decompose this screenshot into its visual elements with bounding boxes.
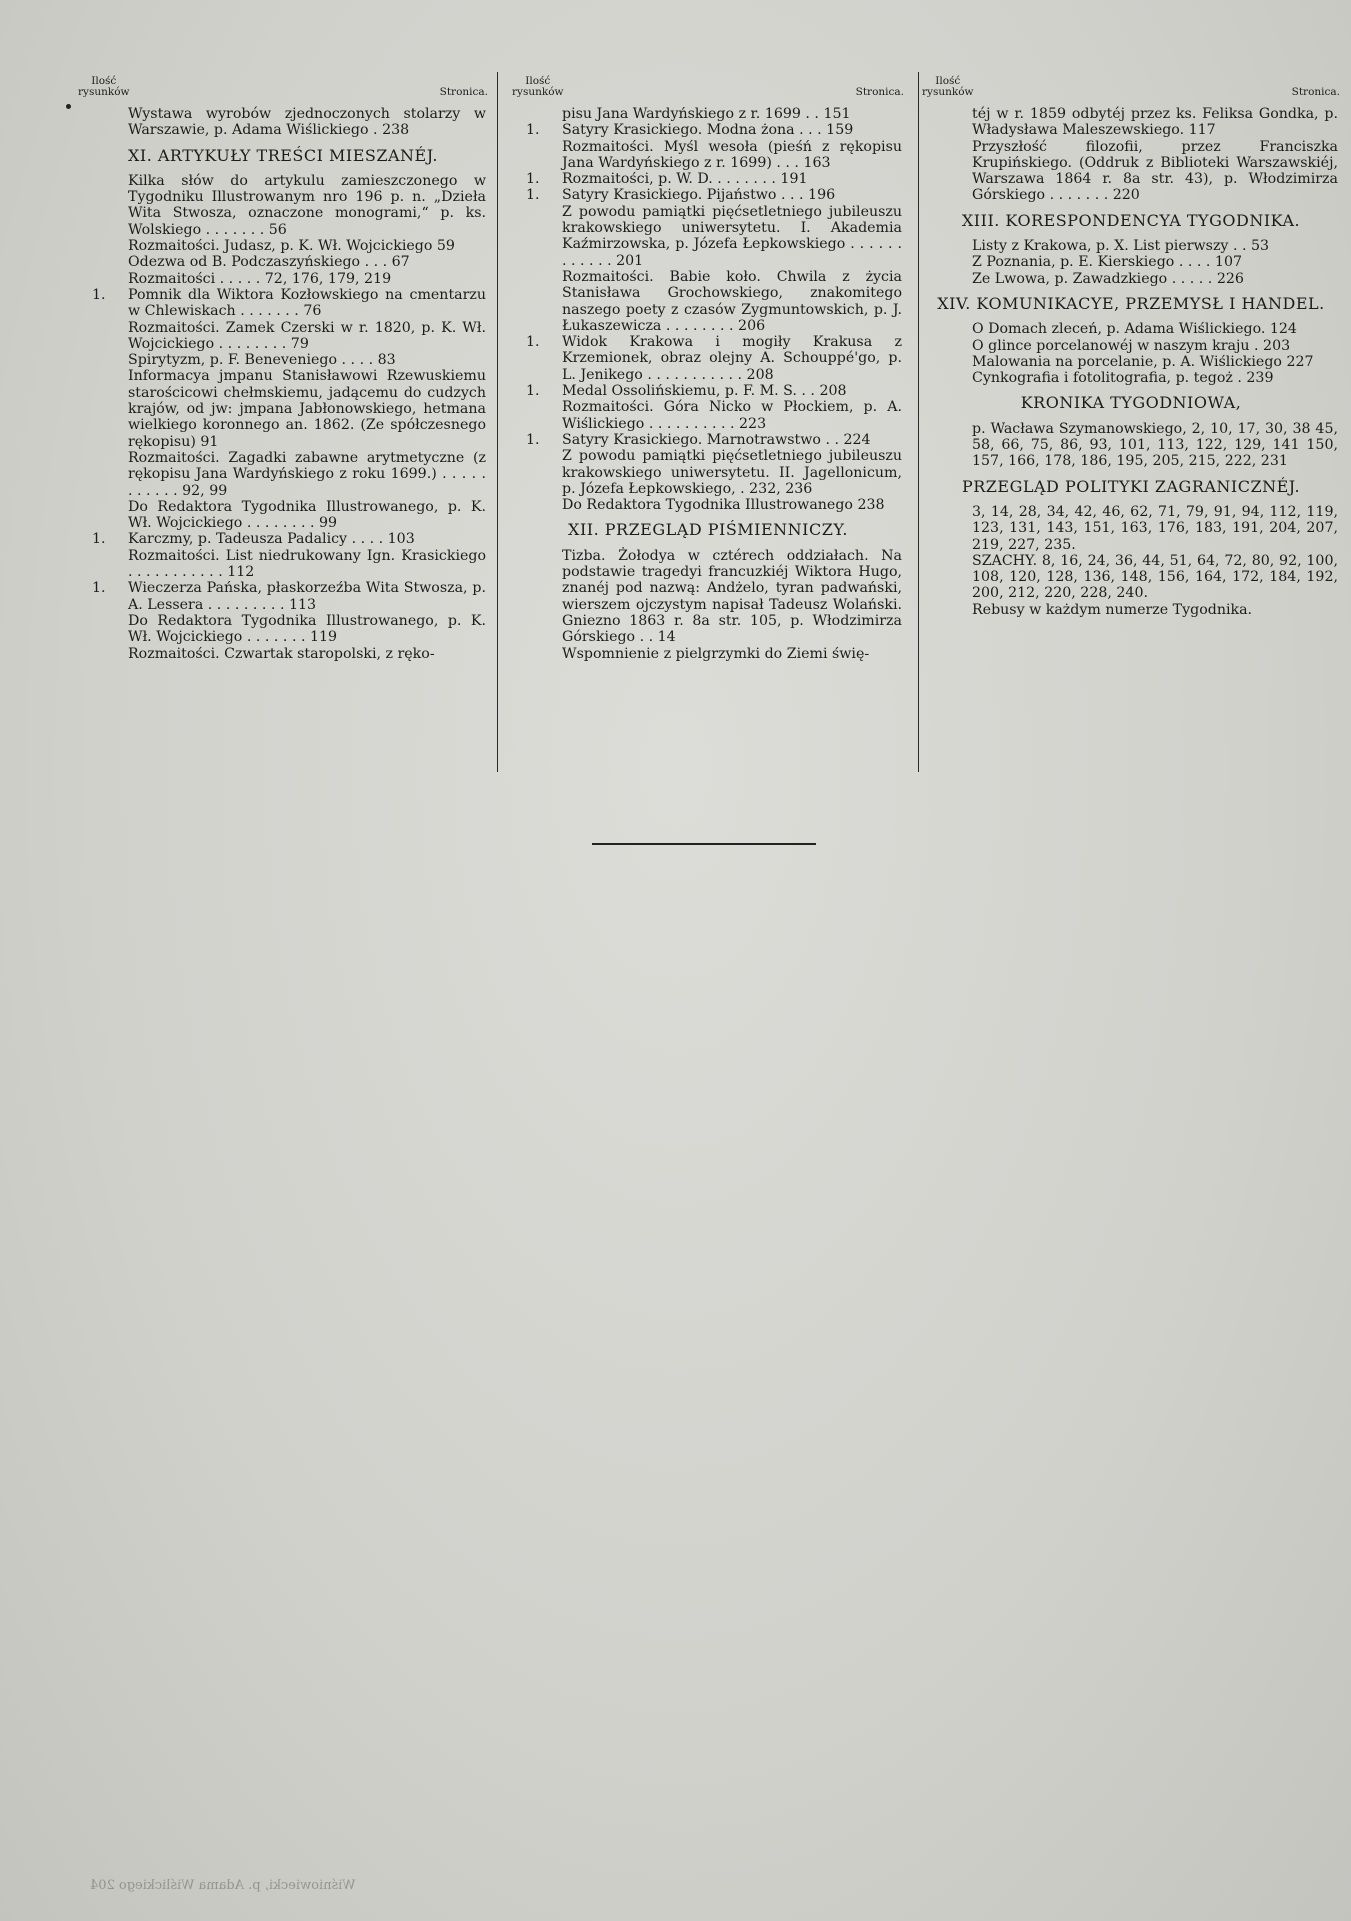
column-2-entries <box>512 106 904 662</box>
index-entry <box>922 602 1340 618</box>
illustration-count: 1. <box>526 431 540 448</box>
index-entry <box>922 271 1340 287</box>
column-header <box>922 76 1340 106</box>
section-heading: XIV. KOMUNIKACYE, PRZEMYSŁ I HANDEL. <box>937 293 1325 313</box>
column-header <box>512 76 904 106</box>
stronica-label: Stronica. <box>439 86 488 98</box>
illustration-count: 1. <box>526 383 540 400</box>
entry-text: O glince porcelanowéj w naszym kraju . 203 <box>972 337 1291 354</box>
illustration-count: 1. <box>526 334 540 351</box>
bleed-through-text: Wiśniowiecki, p. Adama Wiślickiego 204 <box>90 1878 356 1893</box>
index-entry <box>512 548 904 646</box>
index-entry <box>78 106 488 139</box>
entry-text: Ze Lwowa, p. Zawadzkiego . . . . . 226 <box>972 270 1244 287</box>
illustration-count: 1. <box>92 580 106 597</box>
entry-text: Wieczerza Pańska, płaskorzeźba Wita Stwosza, p. A. Lessera . . . . . . . . . 113 <box>128 580 486 613</box>
index-entry <box>78 271 488 287</box>
ilosc-label: Ilość rysunków <box>512 75 564 98</box>
index-entry <box>512 646 904 662</box>
index-entry <box>78 287 488 320</box>
index-entry <box>78 646 488 662</box>
index-entry <box>922 338 1340 354</box>
entry-text: Rozmaitości. Judasz, p. K. Wł. Wojcickiego 59 <box>128 238 455 255</box>
ilosc-label: Ilość rysunków <box>922 75 974 98</box>
index-entry <box>78 254 488 270</box>
index-entry <box>922 553 1340 602</box>
index-entry <box>78 499 488 532</box>
entry-text: Z Poznania, p. E. Kierskiego . . . . 107 <box>972 254 1242 271</box>
entry-text: Do Redaktora Tygodnika Illustrowanego, p. K. Wł. Wojcickiego . . . . . . . . 99 <box>128 498 486 532</box>
column-rule-2 <box>918 72 919 772</box>
entry-text: Rozmaitości. Czwartak staropolski, z ręko- <box>128 645 435 662</box>
index-entry <box>512 432 904 448</box>
entry-text: Wspomnienie z pielgrzymki do Ziemi świę- <box>562 645 870 662</box>
index-entry <box>512 204 904 269</box>
index-entry <box>78 352 488 368</box>
column-2 <box>512 76 904 662</box>
index-entry <box>512 171 904 187</box>
index-entry <box>512 383 904 399</box>
entry-text: Satyry Krasickiego. Marnotrawstwo . . 224 <box>562 431 871 448</box>
column-1 <box>78 76 488 662</box>
section-heading: XI. ARTYKUŁY TREŚCI MIESZANÉJ. <box>127 145 438 165</box>
column-header <box>78 76 488 106</box>
index-entry <box>78 173 488 238</box>
ilosc-label: Ilość rysunków <box>78 75 130 98</box>
entry-text: Odezwa od B. Podczaszyńskiego . . . 67 <box>128 254 410 271</box>
index-entry <box>922 504 1340 553</box>
column-3-entries <box>922 106 1340 618</box>
index-entry <box>78 531 488 547</box>
index-entry <box>922 254 1340 270</box>
entry-text: Kilka słów do artykulu zamieszczonego w Tygodniku Illustrowanym nro 196 p. n. „Dzieła Wita Stwosza, oznaczone monogrami,“ p. ks. Wolskiego . . . . . . . 56 <box>128 172 486 238</box>
index-entry <box>922 139 1340 204</box>
entry-text: Rozmaitości. Zagadki zabawne arytmetyczne (z rękopisu Jana Wardyńskiego z roku 1699.) . . . . . . . . . . . 92, 99 <box>128 449 486 499</box>
illustration-count: 1. <box>92 531 106 548</box>
entry-text: Do Redaktora Tygodnika Illustrowanego, p. K. Wł. Wojcickiego . . . . . . . 119 <box>128 612 486 646</box>
index-entry <box>78 368 488 449</box>
index-entry <box>512 448 904 497</box>
entry-text: Rozmaitości. Zamek Czerski w r. 1820, p. K. Wł. Wojcickiego . . . . . . . . 79 <box>128 319 486 352</box>
entry-text: Malowania na porcelanie, p. A. Wiślickiego 227 <box>972 353 1314 370</box>
illustration-count: 1. <box>92 286 106 303</box>
entry-text: Satyry Krasickiego. Modna żona . . . 159 <box>562 122 854 139</box>
entry-text: pisu Jana Wardyńskiego z r. 1699 . . 151 <box>562 106 851 122</box>
entry-text: Rozmaitości . . . . . 72, 176, 179, 219 <box>128 270 392 287</box>
entry-text: Rebusy w każdym numerze Tygodnika. <box>972 601 1253 618</box>
index-entry <box>512 187 904 203</box>
index-entry <box>512 139 904 172</box>
entry-text: Rozmaitości. Myśl wesoła (pieśń z rękopisu Jana Wardyńskiego z r. 1699) . . . 163 <box>562 138 902 171</box>
section-heading: XII. PRZEGLĄD PIŚMIENNICZY. <box>568 520 848 540</box>
index-entry <box>512 106 904 122</box>
index-entry <box>78 450 488 499</box>
section-heading: PRZEGLĄD POLITYKI ZAGRANICZNÉJ. <box>961 476 1301 496</box>
entry-text: Tizba. Żołodya w cztérech oddziałach. Na podstawie tragedyi francuzkiéj Wiktora Hugo, znanéj pod nazwą: Andżelo, tyran padwański, wierszem ojczystym napisał Tadeusz Wolański. Gniezno 1863 r. 8a str. 105, p. Włodzimirza Górskiego . . 14 <box>562 547 902 646</box>
entry-text: Rozmaitości. List niedrukowany Ign. Krasickiego . . . . . . . . . . . 112 <box>128 547 486 581</box>
column-rule-1 <box>497 72 498 772</box>
entry-text: Rozmaitości, p. W. D. . . . . . . . 191 <box>562 171 808 188</box>
entry-text: Widok Krakowa i mogiły Krakusa z Krzemionek, obraz olejny A. Schouppé'go, p. L. Jenikego . . . . . . . . . . . 208 <box>562 334 902 383</box>
index-entry <box>922 238 1340 254</box>
illustration-count: 1. <box>526 122 540 139</box>
index-entry <box>922 370 1340 386</box>
index-entry <box>512 122 904 138</box>
entry-text: Z powodu pamiątki pięćsetletniego jubileuszu krakowskiego uniwersytetu. I. Akademia Kaźmirzowska, p. Józefa Łepkowskiego . . . . . . . . . . . . 201 <box>562 203 902 269</box>
column-1-entries <box>78 106 488 662</box>
section-heading: KRONIKA TYGODNIOWA, <box>1020 393 1242 413</box>
index-entry <box>922 354 1340 370</box>
entry-text: Satyry Krasickiego. Pijaństwo . . . 196 <box>562 187 836 204</box>
entry-text: Listy z Krakowa, p. X. List pierwszy . . 53 <box>972 238 1270 255</box>
entry-text: O Domach zleceń, p. Adama Wiślickiego. 124 <box>972 321 1297 338</box>
entry-text: Wystawa wyrobów zjednoczonych stolarzy w Warszawie, p. Adama Wiślickiego . 238 <box>128 106 486 139</box>
index-entry <box>78 320 488 353</box>
entry-text: Pomnik dla Wiktora Kozłowskiego na cmentarzu w Chlewiskach . . . . . . . 76 <box>128 286 486 320</box>
entry-text: téj w r. 1859 odbytéj przez ks. Feliksa Gondka, p. Władysława Maleszewskiego. 117 <box>972 106 1338 139</box>
illustration-count: 1. <box>526 171 540 188</box>
index-entry <box>512 399 904 432</box>
section-end-rule <box>592 843 816 845</box>
entry-text: Do Redaktora Tygodnika Illustrowanego 238 <box>562 497 885 514</box>
entry-text: Rozmaitości. Babie koło. Chwila z życia Stanisława Grochowskiego, znakomitego naszego poety z czasów Zygmuntowskich, p. J. Łukaszewicza . . . . . . . . 206 <box>562 268 902 334</box>
stronica-label: Stronica. <box>855 86 904 98</box>
entry-text: p. Wacława Szymanowskiego, 2, 10, 17, 30, 38 45, 58, 66, 75, 86, 93, 101, 113, 122, 129, 141 150, 157, 166, 178, 186, 195, 205, 215, 222, 231 <box>972 420 1338 470</box>
entry-text: Informacya jmpanu Stanisławowi Rzewuskiemu starościcowi chełmskiemu, jadącemu do cudzych krajów, od jw: jmpana Jabłonowskiego, hetmana wielkiego koronnego an. 1862. (Ze spółczesnego rękopisu) 91 <box>128 368 486 450</box>
index-entry <box>78 613 488 646</box>
column-3 <box>922 76 1340 618</box>
index-entry <box>922 106 1340 139</box>
index-entry <box>512 334 904 383</box>
index-entry <box>78 548 488 581</box>
index-entry <box>512 497 904 513</box>
index-entry <box>512 269 904 334</box>
entry-text: Karczmy, p. Tadeusza Padalicy . . . . 103 <box>128 531 415 548</box>
illustration-count: 1. <box>526 187 540 204</box>
section-heading: XIII. KORESPONDENCYA TYGODNIKA. <box>961 210 1301 230</box>
index-entry <box>78 238 488 254</box>
entry-text: Spirytyzm, p. F. Beneveniego . . . . 83 <box>128 352 396 369</box>
index-entry <box>922 321 1340 337</box>
entry-text: Przyszłość filozofii, przez Franciszka Krupińskiego. (Oddruk z Biblioteki Warszawskiéj, Warszawa 1864 r. 8a str. 43), p. Włodzimirza Górskiego . . . . . . . 220 <box>972 138 1338 204</box>
stronica-label: Stronica. <box>1291 86 1340 98</box>
entry-text: Rozmaitości. Góra Nicko w Płockiem, p. A. Wiślickiego . . . . . . . . . . 223 <box>562 399 902 432</box>
entry-text: Cynkografia i fotolitografia, p. tegoż . 239 <box>972 370 1274 387</box>
entry-text: 3, 14, 28, 34, 42, 46, 62, 71, 79, 91, 94, 112, 119, 123, 131, 143, 151, 163, 176, 183, 191, 204, 207, 219, 227, 235. <box>972 503 1338 553</box>
ink-speck <box>66 104 71 109</box>
entry-text: Z powodu pamiątki pięćsetletniego jubileuszu krakowskiego uniwersytetu. II. Jagellonicum, p. Józefa Łepkowskiego, . 232, 236 <box>562 448 902 497</box>
index-entry <box>922 421 1340 470</box>
entry-text: SZACHY. 8, 16, 24, 36, 44, 51, 64, 72, 80, 92, 100, 108, 120, 128, 136, 148, 156, 164, 172, 184, 192, 200, 212, 220, 228, 240. <box>972 552 1338 602</box>
entry-text: Medal Ossolińskiemu, p. F. M. S. . . 208 <box>562 383 847 400</box>
index-entry <box>78 580 488 613</box>
